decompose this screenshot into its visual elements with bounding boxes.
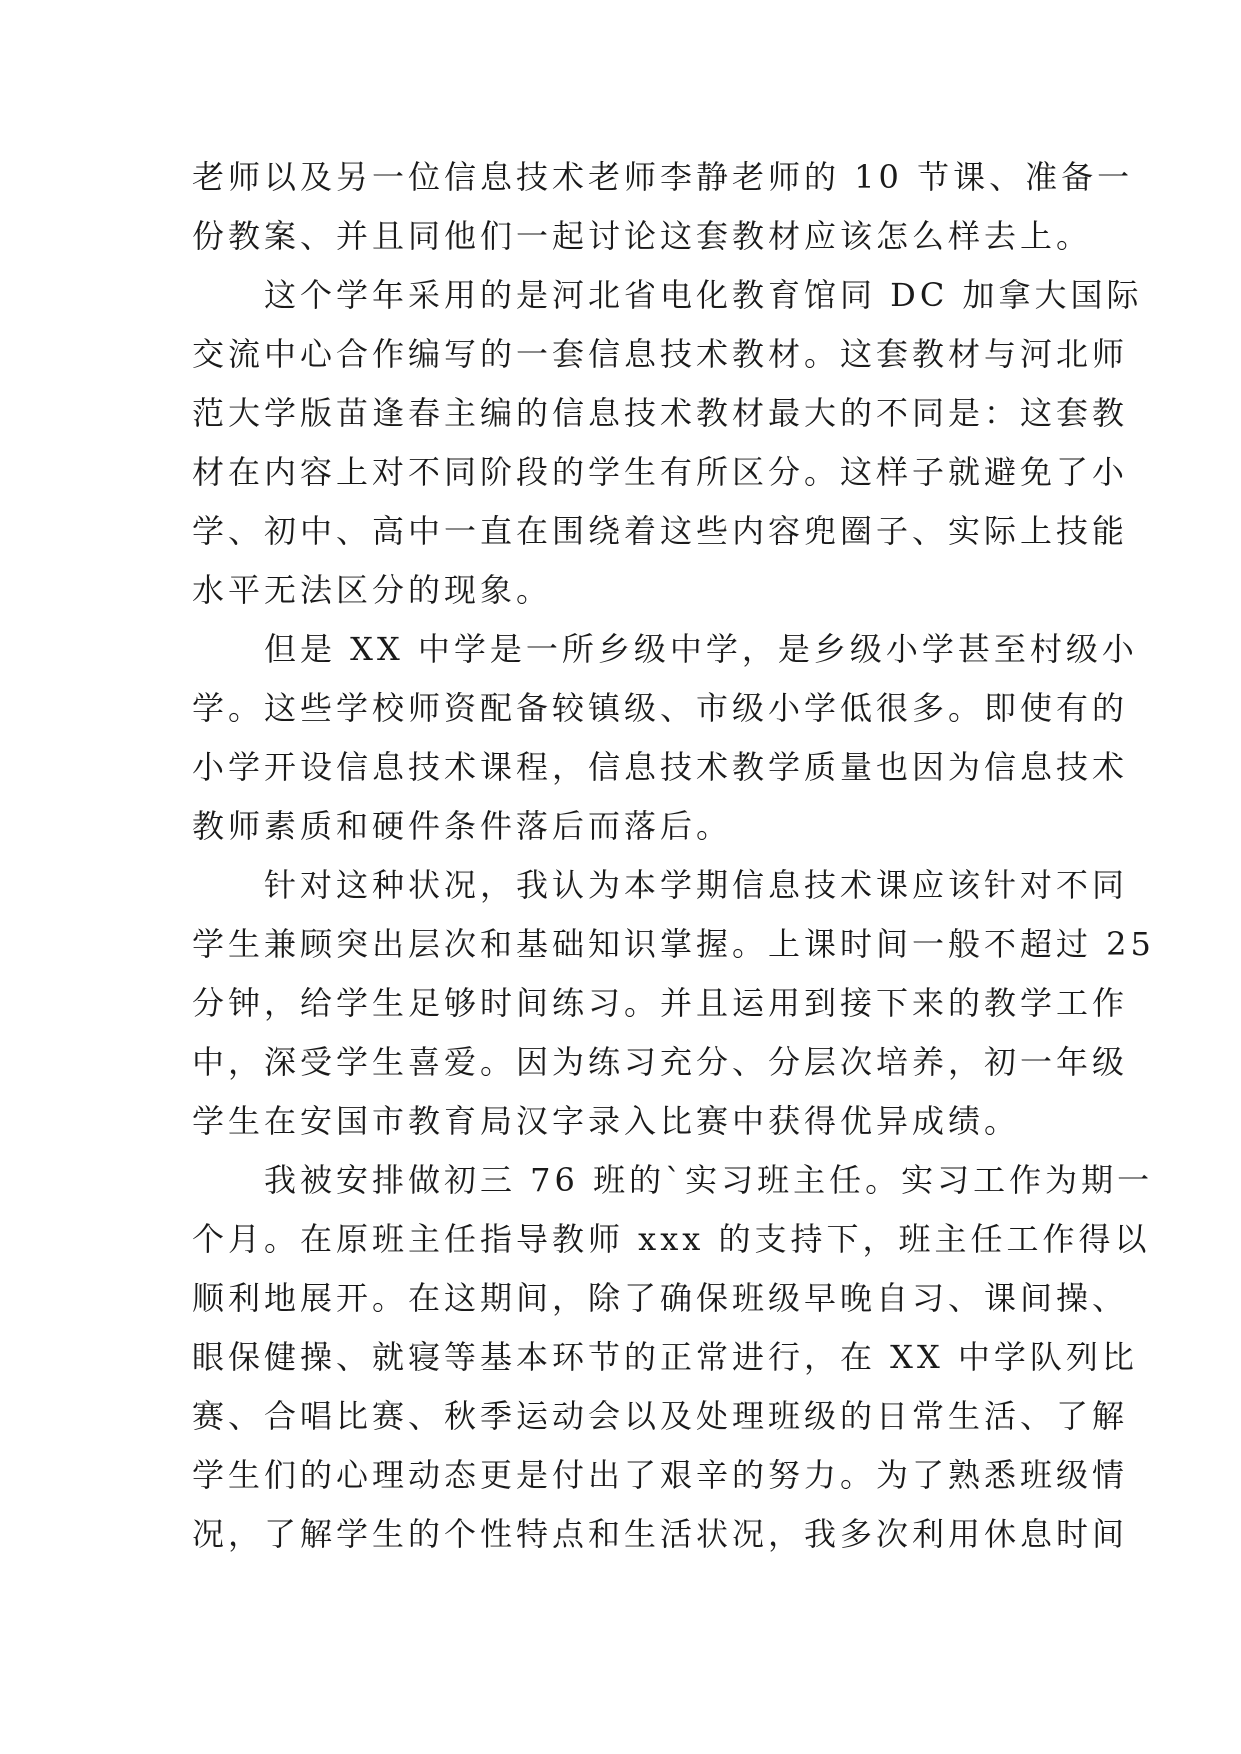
paragraph-3 <box>192 620 1138 856</box>
paragraph-4 <box>192 856 1155 1151</box>
text-line: 这个学年采用的是河北省电化教育馆同 DC 加拿大国际 <box>264 276 1143 314</box>
text-line: 交流中心合作编写的一套信息技术教材。这套教材与河北师 <box>192 335 1129 373</box>
text-line: 学生在安国市教育局汉字录入比赛中获得优异成绩。 <box>192 1102 1021 1140</box>
paragraph-5 <box>192 1151 1154 1564</box>
text-line: 水平无法区分的现象。 <box>192 571 553 609</box>
text-line: 小学开设信息技术课程，信息技术教学质量也因为信息技术 <box>192 748 1129 786</box>
text-line: 学生兼顾突出层次和基础知识掌握。上课时间一般不超过 25 <box>192 925 1155 963</box>
text-line: 眼保健操、就寝等基本环节的正常进行，在 XX 中学队列比 <box>192 1338 1138 1376</box>
paragraph-2 <box>192 266 1143 620</box>
text-line: 老师以及另一位信息技术老师李静老师的 10 节课、准备一 <box>192 158 1134 196</box>
text-line: 学生们的心理动态更是付出了艰辛的努力。为了熟悉班级情 <box>192 1456 1129 1494</box>
text-line: 顺利地展开。在这期间，除了确保班级早晚自习、课间操、 <box>192 1279 1129 1317</box>
text-line: 分钟，给学生足够时间练习。并且运用到接下来的教学工作 <box>192 984 1129 1022</box>
text-line: 材在内容上对不同阶段的学生有所区分。这样子就避免了小 <box>192 453 1129 491</box>
text-line: 学。这些学校师资配备较镇级、市级小学低很多。即使有的 <box>192 689 1129 727</box>
text-line: 况，了解学生的个性特点和生活状况，我多次利用休息时间 <box>192 1515 1129 1553</box>
paragraph-1 <box>192 148 1134 266</box>
text-line: 个月。在原班主任指导教师 xxx 的支持下，班主任工作得以 <box>192 1220 1151 1258</box>
text-line: 教师素质和硬件条件落后而落后。 <box>192 807 733 845</box>
text-line: 范大学版苗逢春主编的信息技术教材最大的不同是：这套教 <box>192 394 1129 432</box>
text-line: 但是 XX 中学是一所乡级中学，是乡级小学甚至村级小 <box>264 630 1138 668</box>
text-line: 学、初中、高中一直在围绕着这些内容兜圈子、实际上技能 <box>192 512 1129 550</box>
text-line: 中，深受学生喜爱。因为练习充分、分层次培养，初一年级 <box>192 1043 1129 1081</box>
document-body <box>192 148 1155 1564</box>
text-line: 份教案、并且同他们一起讨论这套教材应该怎么样去上。 <box>192 217 1093 255</box>
text-line: 针对这种状况，我认为本学期信息技术课应该针对不同 <box>264 866 1129 904</box>
text-line: 赛、合唱比赛、秋季运动会以及处理班级的日常生活、了解 <box>192 1397 1129 1435</box>
text-line: 我被安排做初三 76 班的`实习班主任。实习工作为期一 <box>264 1161 1154 1199</box>
